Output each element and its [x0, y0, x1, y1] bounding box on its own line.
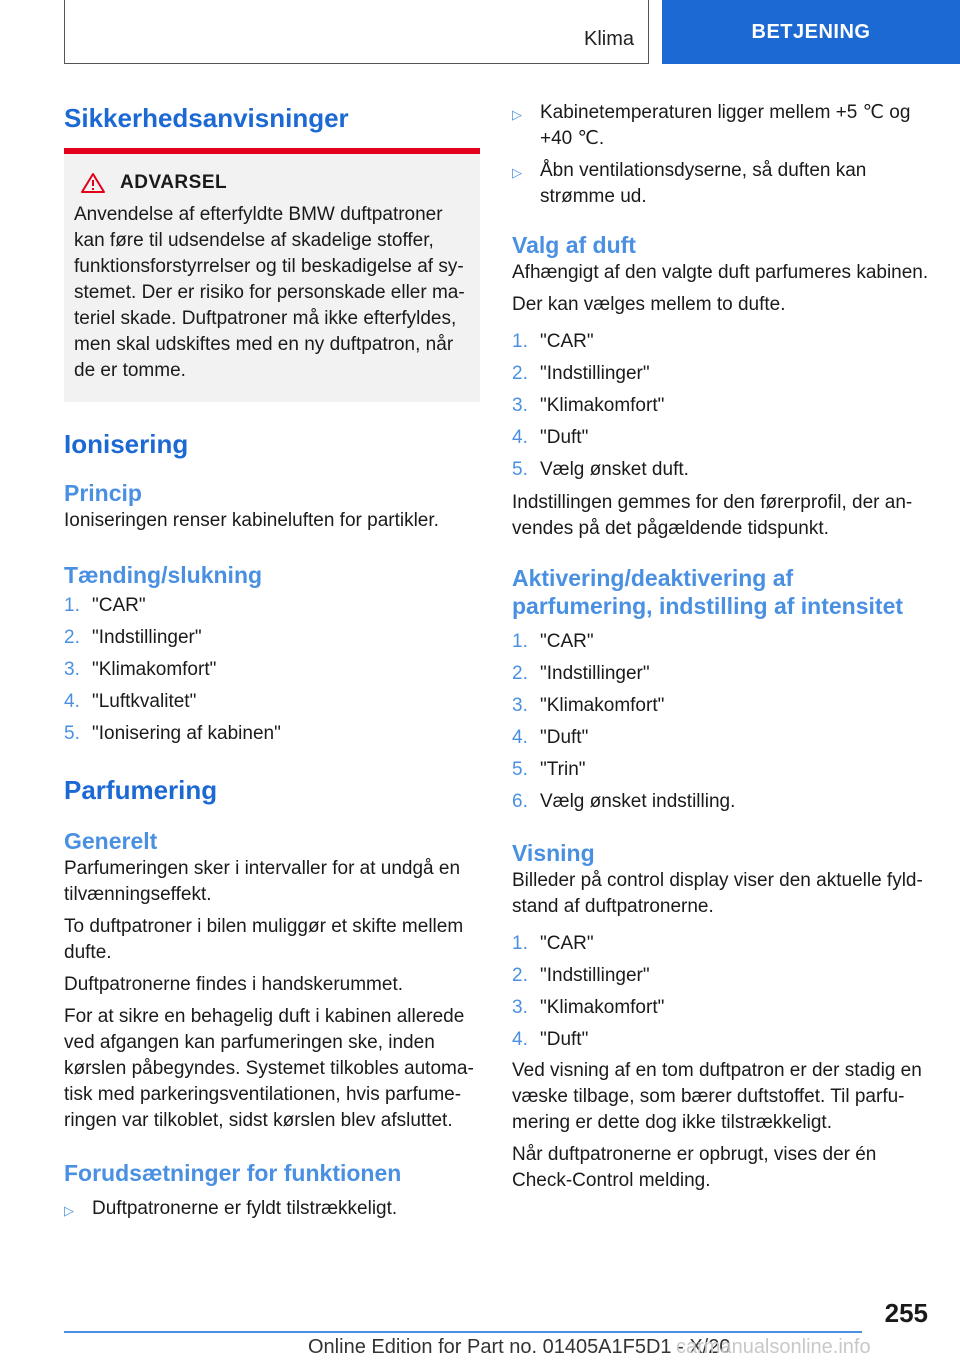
- list-item: 1. "CAR": [64, 595, 146, 616]
- list-item: 5. Vælg ønsket duft.: [512, 459, 689, 480]
- generelt-paragraph: Duftpatronerne findes i handskerummet.: [64, 974, 404, 995]
- header-frame: [64, 0, 649, 64]
- warning-header: [80, 172, 472, 194]
- generelt-paragraph: Parfumeringen sker i intervaller for at undgå en tilvænningseffekt.: [64, 858, 461, 905]
- header-chapter-tab[interactable]: BETJENING: [662, 0, 960, 64]
- list-item: 5. "Ionisering af kabinen": [64, 723, 281, 744]
- page-number: 255: [884, 1298, 928, 1328]
- list-item: 6. Vælg ønsket indstilling.: [512, 791, 736, 812]
- heading-taending: Tænding/slukning: [64, 562, 263, 588]
- list-item: 1. "CAR": [512, 933, 594, 954]
- generelt-paragraph: To duftpatroner i bilen muliggør et skifte mellem dufte.: [64, 916, 464, 963]
- list-item: 2. "Indstillinger": [64, 627, 202, 648]
- edition-text: Online Edition for Part no. 01405A1F5D1 - X/20: [308, 1336, 731, 1358]
- warning-text: Anvendelse af efterfyldte BMW duftpatroner kan føre til udsendelse af skadelige stoffer, funktionsforstyrrelser og til beskadigelse af systemet. Der er risiko for personskade eller materiel skade. Duftpatroner må ikke efterfyldes, men skal udskiftes med en ny duftpatron, når de er tomme.: [74, 204, 465, 381]
- valg-paragraph: Afhængigt af den valgte duft parfumeres kabinen.: [512, 262, 929, 283]
- list-item: 4. "Luftkvalitet": [64, 691, 197, 712]
- warning-triangle-icon: [80, 172, 106, 194]
- heading-generelt: Generelt: [64, 828, 158, 854]
- section-title-parfumering: Parfumering: [64, 775, 218, 805]
- taending-steps: [64, 590, 480, 750]
- visning-text: Billeder på control display viser den aktuelle fyldstand af duftpatronerne.: [512, 870, 923, 917]
- header-section-title: Klima: [583, 28, 634, 50]
- valg-paragraph: Der kan vælges mellem to dufte.: [512, 294, 786, 315]
- warning-label: ADVARSEL: [120, 172, 228, 193]
- valg-after-text: Indstillingen gemmes for den førerprofil, der anvendes på det pågældende tidspunkt.: [512, 492, 913, 539]
- heading-aktivering: Aktivering/deaktivering af parfumering, indstilling af intensitet: [512, 565, 904, 619]
- list-item: 4. "Duft": [512, 1029, 589, 1050]
- visning-after-paragraph: Ved visning af en tom duftpatron er der stadig en væske tilbage, som bærer duftstoffet. Til parfumering er dette dog ikke tilstrækkeligt.: [512, 1060, 922, 1133]
- heading-valg-af-duft: Valg af duft: [512, 232, 636, 258]
- list-item: ▷ Åbn ventilationsdyserne, så duften kan strømme ud.: [512, 158, 930, 210]
- list-item: 2. "Indstillinger": [512, 965, 650, 986]
- list-item: 2. "Indstillinger": [512, 663, 650, 684]
- list-item: 3. "Klimakomfort": [512, 695, 665, 716]
- valg-steps: [512, 326, 930, 486]
- forudsaetninger-list-cont: [512, 100, 930, 210]
- list-item: 5. "Trin": [512, 759, 586, 780]
- generelt-paragraph: For at sikre en behagelig duft i kabinen allerede ved afgangen kan parfumeringen ske, inden kørslen påbegyndes. Systemet tilkobles automatisk med parkeringsventilationen, hvis parfumeringen var tilkoblet, sidst kørslen blev afsluttet.: [64, 1006, 474, 1131]
- list-item: 4. "Duft": [512, 427, 589, 448]
- right-column: [512, 100, 930, 1194]
- list-item: 2. "Indstillinger": [512, 363, 650, 384]
- warning-box: [64, 148, 480, 402]
- aktivering-steps: [512, 626, 930, 818]
- visning-steps: [512, 928, 930, 1056]
- list-item: 1. "CAR": [512, 631, 594, 652]
- footer-divider: [64, 1331, 862, 1333]
- visning-after-paragraph: Når duftpatronerne er opbrugt, vises der én Check-Control melding.: [512, 1144, 877, 1191]
- triangle-bullet-icon: ▷: [512, 165, 522, 180]
- princip-text: Ioniseringen renser kabineluften for partikler.: [64, 510, 439, 531]
- list-item: 3. "Klimakomfort": [512, 997, 665, 1018]
- forudsaetninger-list: [64, 1196, 480, 1224]
- list-item: 3. "Klimakomfort": [512, 395, 665, 416]
- left-column: [64, 100, 480, 1230]
- list-item: ▷ Duftpatronerne er fyldt tilstrækkeligt.: [64, 1196, 480, 1224]
- list-item: 4. "Duft": [512, 727, 589, 748]
- section-title-ionisering: Ionisering: [64, 429, 189, 459]
- list-item: 1. "CAR": [512, 331, 594, 352]
- triangle-bullet-icon: ▷: [64, 1203, 74, 1218]
- list-item: ▷ Kabinetemperaturen ligger mellem +5 ℃ og +40 ℃.: [512, 100, 930, 152]
- section-title-safety: Sikkerhedsanvisninger: [64, 103, 349, 133]
- heading-forudsaetninger: Forudsætninger for funktionen: [64, 1160, 402, 1186]
- list-item: 3. "Klimakomfort": [64, 659, 217, 680]
- heading-visning: Visning: [512, 840, 595, 866]
- watermark-text: carmanualsonline.info: [676, 1336, 871, 1358]
- triangle-bullet-icon: ▷: [512, 107, 522, 122]
- heading-princip: Princip: [64, 480, 142, 506]
